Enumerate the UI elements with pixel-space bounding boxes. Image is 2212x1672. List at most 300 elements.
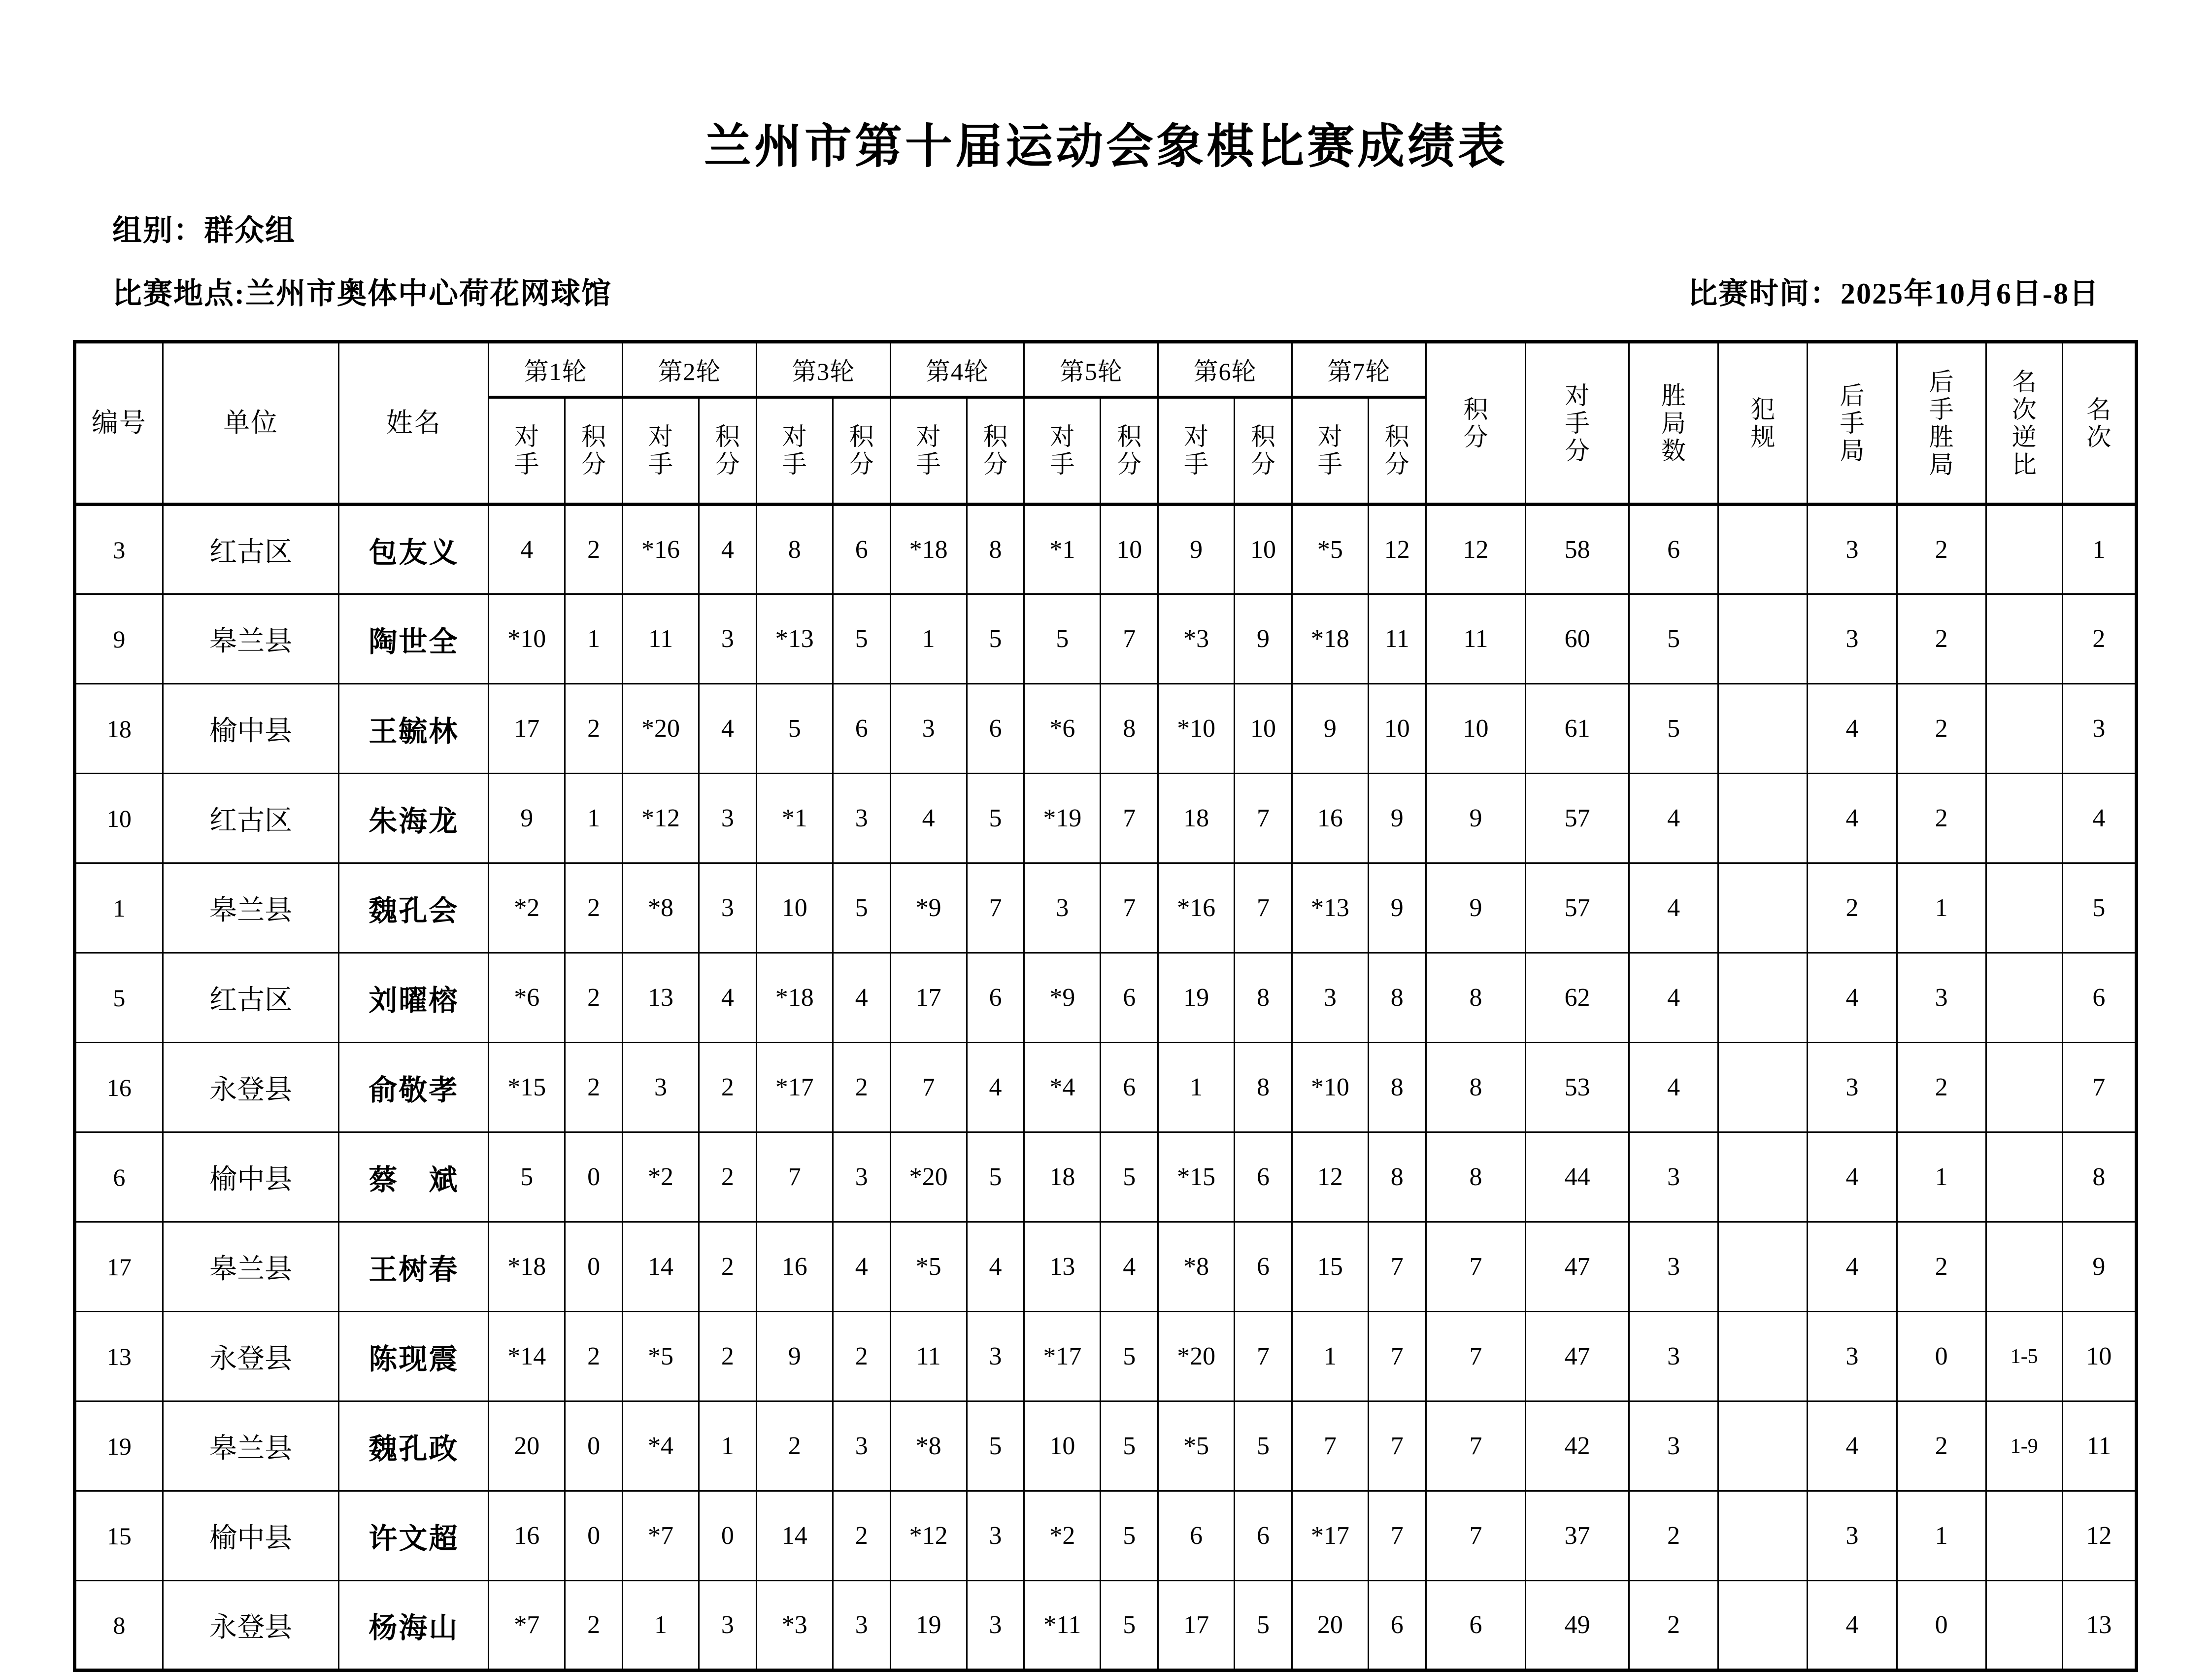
cell-round-3-points: 3 [833,1581,890,1671]
cell-round-6-opponent: *15 [1158,1132,1235,1222]
cell-black-games: 3 [1808,1312,1897,1401]
table-row [75,1043,2137,1132]
cell-total-points: 8 [1426,953,1526,1043]
cell-black-wins: 2 [1897,774,1986,863]
cell-round-2-opponent: *5 [623,1312,699,1401]
cell-name: 王毓林 [339,684,489,774]
cell-round-7-points: 9 [1368,863,1426,953]
cell-total-points: 6 [1426,1581,1526,1671]
cell-round-4-points: 5 [967,774,1024,863]
cell-id: 19 [75,1401,163,1491]
cell-round-3-opponent: *1 [756,774,833,863]
cell-rank-ratio [1986,1491,2062,1581]
cell-round-1-opponent: *6 [489,953,565,1043]
cell-round-7-points: 7 [1368,1222,1426,1312]
cell-wins: 2 [1629,1491,1718,1581]
cell-round-7-opponent: 12 [1292,1132,1368,1222]
cell-round-2-opponent: *2 [623,1132,699,1222]
cell-round-1-opponent: *18 [489,1222,565,1312]
col-header-r2-opponent: 对手 [623,397,699,505]
cell-round-3-opponent: *18 [756,953,833,1043]
cell-round-2-points: 4 [699,505,757,594]
cell-round-1-opponent: 16 [489,1491,565,1581]
cell-round-1-opponent: *2 [489,863,565,953]
cell-black-games: 4 [1808,1401,1897,1491]
cell-round-3-opponent: 10 [756,863,833,953]
col-header-r6-opponent: 对手 [1158,397,1235,505]
cell-round-4-points: 5 [967,1132,1024,1222]
cell-wins: 3 [1629,1401,1718,1491]
cell-round-5-points: 8 [1101,684,1158,774]
cell-round-6-points: 7 [1235,1312,1292,1401]
cell-round-3-points: 3 [833,1401,890,1491]
col-header-round-1: 第1轮 [489,342,623,397]
cell-total-points: 8 [1426,1132,1526,1222]
cell-round-5-opponent: 5 [1024,594,1101,684]
cell-black-games: 4 [1808,774,1897,863]
cell-round-2-opponent: *12 [623,774,699,863]
cell-round-6-points: 5 [1235,1581,1292,1671]
cell-round-3-points: 4 [833,1222,890,1312]
cell-round-7-points: 7 [1368,1401,1426,1491]
cell-round-6-opponent: *5 [1158,1401,1235,1491]
cell-round-2-points: 4 [699,684,757,774]
cell-black-wins: 1 [1897,1491,1986,1581]
cell-fouls [1718,1581,1808,1671]
cell-black-wins: 2 [1897,1043,1986,1132]
cell-opponent-points: 44 [1526,1132,1629,1222]
cell-round-3-opponent: *17 [756,1043,833,1132]
cell-round-3-opponent: *3 [756,1581,833,1671]
table-row [75,1581,2137,1671]
cell-round-1-points: 2 [565,863,623,953]
cell-round-5-points: 5 [1101,1312,1158,1401]
cell-rank-ratio [1986,863,2062,953]
cell-round-2-opponent: *16 [623,505,699,594]
cell-round-3-points: 2 [833,1312,890,1401]
cell-black-wins: 1 [1897,1132,1986,1222]
cell-rank-ratio [1986,505,2062,594]
cell-round-5-points: 6 [1101,1043,1158,1132]
cell-unit: 榆中县 [163,684,339,774]
cell-rank-ratio [1986,1581,2062,1671]
cell-round-5-points: 10 [1101,505,1158,594]
cell-total-points: 7 [1426,1491,1526,1581]
cell-round-1-opponent: 5 [489,1132,565,1222]
col-header-opponent-points: 对手分 [1526,342,1629,505]
date-label: 比赛时间：2025年10月6日-8日 [1688,277,2100,310]
cell-round-7-opponent: *5 [1292,505,1368,594]
cell-unit: 永登县 [163,1043,339,1132]
cell-round-4-points: 5 [967,1401,1024,1491]
cell-black-games: 3 [1808,594,1897,684]
cell-unit: 永登县 [163,1581,339,1671]
cell-round-5-points: 5 [1101,1491,1158,1581]
cell-round-1-points: 2 [565,505,623,594]
cell-rank: 5 [2062,863,2136,953]
cell-round-5-opponent: 3 [1024,863,1101,953]
cell-total-points: 7 [1426,1312,1526,1401]
table-row [75,1312,2137,1401]
cell-opponent-points: 57 [1526,774,1629,863]
cell-round-3-points: 6 [833,505,890,594]
cell-round-4-points: 7 [967,863,1024,953]
cell-round-2-opponent: *20 [623,684,699,774]
col-header-r5-opponent: 对手 [1024,397,1101,505]
cell-round-7-points: 6 [1368,1581,1426,1671]
cell-round-4-opponent: *8 [890,1401,967,1491]
cell-round-5-opponent: *9 [1024,953,1101,1043]
table-row [75,863,2137,953]
cell-black-games: 2 [1808,863,1897,953]
cell-round-2-points: 2 [699,1312,757,1401]
cell-round-5-points: 7 [1101,863,1158,953]
cell-round-5-points: 7 [1101,594,1158,684]
cell-round-2-points: 1 [699,1401,757,1491]
cell-round-3-points: 5 [833,863,890,953]
cell-round-3-opponent: 16 [756,1222,833,1312]
cell-round-1-opponent: *15 [489,1043,565,1132]
table-row [75,1491,2137,1581]
cell-wins: 6 [1629,505,1718,594]
cell-round-5-opponent: 13 [1024,1222,1101,1312]
cell-round-5-opponent: *1 [1024,505,1101,594]
cell-round-5-points: 4 [1101,1222,1158,1312]
cell-name: 陈现震 [339,1312,489,1401]
cell-id: 16 [75,1043,163,1132]
cell-round-4-opponent: 3 [890,684,967,774]
cell-round-2-points: 0 [699,1491,757,1581]
table-row [75,1222,2137,1312]
col-header-r3-opponent: 对手 [756,397,833,505]
cell-name: 包友义 [339,505,489,594]
table-row [75,1132,2137,1222]
cell-name: 朱海龙 [339,774,489,863]
cell-round-3-opponent: 7 [756,1132,833,1222]
cell-name: 许文超 [339,1491,489,1581]
cell-rank: 3 [2062,684,2136,774]
cell-black-wins: 0 [1897,1312,1986,1401]
cell-round-7-opponent: 7 [1292,1401,1368,1491]
cell-rank-ratio: 1-5 [1986,1312,2062,1401]
cell-fouls [1718,505,1808,594]
cell-rank: 6 [2062,953,2136,1043]
cell-rank: 1 [2062,505,2136,594]
cell-round-6-points: 6 [1235,1222,1292,1312]
cell-round-2-opponent: 14 [623,1222,699,1312]
cell-round-2-points: 3 [699,774,757,863]
cell-rank-ratio [1986,1222,2062,1312]
cell-round-1-opponent: *7 [489,1581,565,1671]
cell-opponent-points: 47 [1526,1222,1629,1312]
cell-wins: 2 [1629,1581,1718,1671]
cell-round-6-opponent: 9 [1158,505,1235,594]
cell-round-3-points: 6 [833,684,890,774]
cell-rank-ratio [1986,594,2062,684]
cell-round-4-points: 3 [967,1581,1024,1671]
results-table [73,340,2138,1672]
cell-round-3-points: 2 [833,1491,890,1581]
cell-round-7-points: 8 [1368,1132,1426,1222]
col-header-r4-points: 积分 [967,397,1024,505]
col-header-round-3: 第3轮 [756,342,890,397]
cell-round-5-opponent: *17 [1024,1312,1101,1401]
cell-round-1-opponent: 17 [489,684,565,774]
cell-opponent-points: 47 [1526,1312,1629,1401]
cell-round-5-opponent: *6 [1024,684,1101,774]
cell-unit: 榆中县 [163,1491,339,1581]
cell-black-wins: 2 [1897,684,1986,774]
cell-fouls [1718,684,1808,774]
cell-round-4-opponent: 7 [890,1043,967,1132]
cell-unit: 红古区 [163,505,339,594]
cell-name: 蔡 斌 [339,1132,489,1222]
cell-round-2-points: 3 [699,594,757,684]
cell-round-4-points: 5 [967,594,1024,684]
col-header-round-6: 第6轮 [1158,342,1292,397]
cell-id: 13 [75,1312,163,1401]
cell-round-6-opponent: 1 [1158,1043,1235,1132]
cell-id: 18 [75,684,163,774]
cell-id: 10 [75,774,163,863]
cell-black-games: 3 [1808,1491,1897,1581]
cell-round-6-points: 10 [1235,505,1292,594]
cell-round-5-points: 7 [1101,774,1158,863]
cell-opponent-points: 62 [1526,953,1629,1043]
col-header-r7-opponent: 对手 [1292,397,1368,505]
cell-round-3-points: 4 [833,953,890,1043]
col-header-r1-opponent: 对手 [489,397,565,505]
cell-fouls [1718,953,1808,1043]
cell-round-2-opponent: *7 [623,1491,699,1581]
cell-rank: 4 [2062,774,2136,863]
table-row [75,594,2137,684]
cell-wins: 5 [1629,594,1718,684]
cell-fouls [1718,1132,1808,1222]
cell-black-games: 4 [1808,1581,1897,1671]
header-row-top [75,342,2137,397]
cell-round-3-opponent: 2 [756,1401,833,1491]
cell-id: 3 [75,505,163,594]
col-header-r4-opponent: 对手 [890,397,967,505]
cell-round-7-opponent: 9 [1292,684,1368,774]
results-table-wrap [0,340,2212,1672]
cell-rank: 12 [2062,1491,2136,1581]
cell-total-points: 9 [1426,863,1526,953]
cell-unit: 皋兰县 [163,1222,339,1312]
cell-rank-ratio [1986,1132,2062,1222]
cell-round-5-points: 5 [1101,1581,1158,1671]
cell-black-games: 3 [1808,505,1897,594]
cell-round-7-opponent: 20 [1292,1581,1368,1671]
cell-opponent-points: 53 [1526,1043,1629,1132]
cell-name: 杨海山 [339,1581,489,1671]
cell-round-6-opponent: 6 [1158,1491,1235,1581]
cell-rank-ratio [1986,774,2062,863]
cell-total-points: 7 [1426,1222,1526,1312]
cell-rank: 9 [2062,1222,2136,1312]
cell-round-3-points: 2 [833,1043,890,1132]
cell-unit: 永登县 [163,1312,339,1401]
cell-round-6-opponent: 19 [1158,953,1235,1043]
cell-rank: 7 [2062,1043,2136,1132]
cell-round-5-opponent: *11 [1024,1581,1101,1671]
cell-unit: 红古区 [163,953,339,1043]
col-header-r5-points: 积分 [1101,397,1158,505]
cell-wins: 4 [1629,953,1718,1043]
cell-round-2-opponent: 13 [623,953,699,1043]
cell-round-6-opponent: *16 [1158,863,1235,953]
col-header-unit: 单位 [163,342,339,505]
cell-total-points: 8 [1426,1043,1526,1132]
col-header-round-5: 第5轮 [1024,342,1158,397]
cell-round-4-opponent: 19 [890,1581,967,1671]
cell-black-wins: 2 [1897,505,1986,594]
cell-fouls [1718,774,1808,863]
cell-round-6-opponent: *20 [1158,1312,1235,1401]
cell-round-4-points: 4 [967,1043,1024,1132]
cell-round-4-opponent: *9 [890,863,967,953]
table-row [75,953,2137,1043]
col-header-round-2: 第2轮 [623,342,757,397]
table-row [75,684,2137,774]
cell-id: 15 [75,1491,163,1581]
cell-name: 魏孔会 [339,863,489,953]
cell-round-4-opponent: *20 [890,1132,967,1222]
cell-black-games: 4 [1808,684,1897,774]
cell-round-2-points: 3 [699,863,757,953]
cell-name: 陶世全 [339,594,489,684]
cell-round-7-points: 7 [1368,1312,1426,1401]
cell-round-7-opponent: 3 [1292,953,1368,1043]
cell-round-6-opponent: 18 [1158,774,1235,863]
col-header-r2-points: 积分 [699,397,757,505]
cell-fouls [1718,594,1808,684]
cell-round-6-points: 8 [1235,1043,1292,1132]
col-header-round-7: 第7轮 [1292,342,1426,397]
cell-round-1-points: 0 [565,1132,623,1222]
cell-round-6-points: 6 [1235,1132,1292,1222]
col-header-black-wins: 后手胜局 [1897,342,1986,505]
cell-fouls [1718,1312,1808,1401]
cell-round-2-points: 2 [699,1043,757,1132]
cell-wins: 4 [1629,774,1718,863]
cell-round-1-points: 2 [565,1043,623,1132]
cell-round-1-points: 2 [565,684,623,774]
cell-round-3-points: 5 [833,594,890,684]
cell-id: 1 [75,863,163,953]
cell-black-games: 4 [1808,1222,1897,1312]
cell-round-1-opponent: *14 [489,1312,565,1401]
cell-id: 5 [75,953,163,1043]
cell-rank-ratio: 1-9 [1986,1401,2062,1491]
cell-round-1-points: 2 [565,1312,623,1401]
cell-name: 魏孔政 [339,1401,489,1491]
page-title: 兰州市第十届运动会象棋比赛成绩表 [704,120,1508,173]
cell-id: 17 [75,1222,163,1312]
cell-black-wins: 0 [1897,1581,1986,1671]
cell-black-games: 4 [1808,953,1897,1043]
cell-round-4-points: 3 [967,1312,1024,1401]
cell-round-1-points: 1 [565,594,623,684]
cell-round-3-points: 3 [833,1132,890,1222]
cell-wins: 4 [1629,1043,1718,1132]
cell-round-6-points: 7 [1235,774,1292,863]
cell-name: 刘曜榕 [339,953,489,1043]
cell-round-6-points: 8 [1235,953,1292,1043]
cell-unit: 皋兰县 [163,594,339,684]
cell-round-7-opponent: *10 [1292,1043,1368,1132]
cell-fouls [1718,1043,1808,1132]
meta-info-block [0,216,2212,308]
cell-round-6-opponent: *8 [1158,1222,1235,1312]
cell-round-1-points: 2 [565,1581,623,1671]
cell-round-1-points: 2 [565,953,623,1043]
cell-unit: 皋兰县 [163,1401,339,1491]
cell-round-4-points: 8 [967,505,1024,594]
col-header-wins: 胜局数 [1629,342,1718,505]
cell-rank-ratio [1986,1043,2062,1132]
cell-round-6-opponent: 17 [1158,1581,1235,1671]
cell-black-games: 3 [1808,1043,1897,1132]
cell-round-5-points: 5 [1101,1401,1158,1491]
cell-rank: 8 [2062,1132,2136,1222]
cell-round-1-opponent: 9 [489,774,565,863]
cell-round-4-points: 4 [967,1222,1024,1312]
col-header-rank-ratio: 名次逆比 [1986,342,2062,505]
col-header-black-games: 后手局 [1808,342,1897,505]
col-header-fouls: 犯规 [1718,342,1808,505]
cell-rank: 13 [2062,1581,2136,1671]
cell-id: 8 [75,1581,163,1671]
cell-round-7-points: 8 [1368,953,1426,1043]
results-table-body [75,505,2137,1671]
cell-round-7-opponent: 1 [1292,1312,1368,1401]
cell-unit: 皋兰县 [163,863,339,953]
cell-round-4-opponent: *18 [890,505,967,594]
cell-round-7-points: 12 [1368,505,1426,594]
cell-rank: 2 [2062,594,2136,684]
cell-round-3-opponent: 9 [756,1312,833,1401]
cell-wins: 5 [1629,684,1718,774]
cell-opponent-points: 42 [1526,1401,1629,1491]
col-header-rank: 名次 [2062,342,2136,505]
col-header-id: 编号 [75,342,163,505]
cell-round-7-points: 8 [1368,1043,1426,1132]
col-header-r3-points: 积分 [833,397,890,505]
cell-fouls [1718,863,1808,953]
cell-round-5-points: 5 [1101,1132,1158,1222]
cell-round-1-points: 1 [565,774,623,863]
cell-wins: 4 [1629,863,1718,953]
cell-round-7-opponent: *13 [1292,863,1368,953]
cell-id: 6 [75,1132,163,1222]
cell-round-6-points: 5 [1235,1401,1292,1491]
cell-opponent-points: 57 [1526,863,1629,953]
cell-wins: 3 [1629,1312,1718,1401]
cell-total-points: 12 [1426,505,1526,594]
cell-id: 9 [75,594,163,684]
cell-round-7-opponent: *17 [1292,1491,1368,1581]
col-header-r1-points: 积分 [565,397,623,505]
cell-round-5-opponent: 10 [1024,1401,1101,1491]
cell-name: 王树春 [339,1222,489,1312]
cell-black-games: 4 [1808,1132,1897,1222]
cell-round-5-opponent: 18 [1024,1132,1101,1222]
cell-round-4-opponent: 17 [890,953,967,1043]
meta-line-group [112,216,2109,245]
cell-rank: 11 [2062,1401,2136,1491]
